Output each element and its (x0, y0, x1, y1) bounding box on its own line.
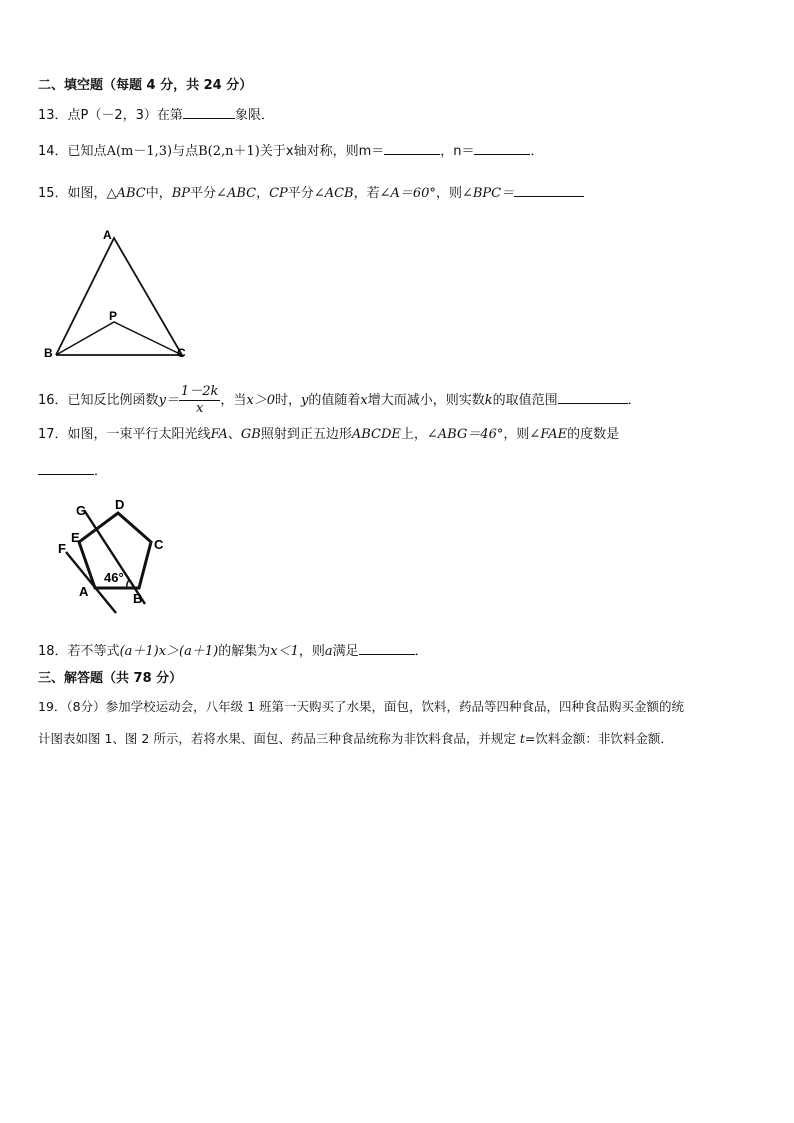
question-14 (38, 140, 544, 161)
question-text: 平分 (190, 186, 217, 201)
angle-abc: ∠ABC (216, 186, 257, 201)
point-a: A(m－1,3) (106, 144, 173, 159)
label-e: E (71, 530, 80, 545)
var-x: x (360, 393, 368, 408)
segment-cp: CP (269, 186, 288, 201)
question-text: 时， (274, 393, 301, 408)
label-a: A (79, 584, 89, 599)
question-text: 与点 (172, 144, 199, 159)
label-b: B (133, 591, 143, 606)
question-text: ． (530, 144, 544, 159)
label-g: G (76, 503, 87, 518)
answer-blank[interactable] (38, 460, 94, 475)
question-text: ，若 (353, 186, 380, 201)
question-number: 18． (38, 644, 68, 659)
inequality: (a＋1)x＞(a＋1) (119, 644, 219, 659)
question-16 (38, 384, 641, 418)
question-number: 14． (38, 144, 68, 159)
question-text: ． (94, 464, 108, 479)
question-text: 已知反比例函数 (67, 393, 159, 408)
question-text: 计图表如图 1、图 2 所示，若将水果、面包、药品三种食品统称为非饮料食品，并规定 (38, 731, 520, 746)
question-text: =饮料金额：非饮料金额． (524, 731, 673, 746)
vertex-label-a: A (103, 228, 112, 242)
question-text: 的值随着 (308, 393, 361, 408)
triangle-abc: △ABC (106, 186, 146, 201)
angle-fae: ∠FAE (529, 427, 568, 442)
question-text: 已知点 (67, 144, 107, 159)
question-text: ，则 (503, 427, 530, 442)
function-y: y＝ (158, 393, 179, 408)
question-17 (38, 426, 619, 444)
question-text: 上， (400, 427, 427, 442)
question-text: 的解集为 (218, 644, 271, 659)
angle-label: 46° (104, 570, 124, 585)
question-text: 的取值范围 (492, 393, 558, 408)
question-17-continued (38, 460, 107, 481)
label-f: F (58, 541, 66, 556)
vertex-label-p: P (109, 309, 118, 323)
condition: x＞0 (246, 393, 275, 408)
vertex-label-c: C (177, 346, 186, 360)
ray-gb: GB (240, 427, 261, 442)
answer-blank[interactable] (359, 640, 415, 655)
ray-gb-line (84, 510, 145, 604)
fraction-numerator: 1－2k (180, 384, 219, 399)
label-d: D (115, 497, 125, 512)
question-text: ． (414, 644, 428, 659)
triangle-abc-shape (56, 238, 182, 355)
pentagon-name: ABCDE (351, 427, 401, 442)
angle-a: ∠A＝60° (379, 186, 436, 201)
var-a: a (324, 644, 333, 659)
answer-blank[interactable] (514, 182, 584, 197)
question-text: 点P（－2，3）在第 (67, 108, 183, 123)
angle-abg: ∠ABG＝46° (426, 427, 504, 442)
question-text: 满足 (332, 644, 359, 659)
question-text: 若不等式 (67, 644, 120, 659)
question-text: 关于x轴对称，则m＝ (259, 144, 385, 159)
question-number: 17． (38, 427, 68, 442)
section-heading-answer: 三、解答题（共 78 分） (38, 671, 183, 686)
question-13 (38, 104, 274, 125)
answer-blank[interactable] (558, 389, 628, 404)
question-text: ，n＝ (440, 144, 475, 159)
question-text: （8分）参加学校运动会，八年级 1 班第一天购买了水果，面包，饮料，药品等四种食品，四种食品购买金额的统 (66, 699, 685, 714)
section-heading-fill-in: 二、填空题（每题 4 分，共 24 分） (38, 78, 253, 93)
var-t: t (519, 731, 525, 746)
label-c: C (154, 537, 164, 552)
ray-fa: FA (210, 427, 228, 442)
question-text: 中， (145, 186, 172, 201)
question-text: ，则 (298, 644, 325, 659)
segments-bp-cp (56, 322, 182, 355)
question-19 (38, 698, 684, 716)
question-text: 如图， (67, 186, 107, 201)
question-number: 13． (38, 108, 68, 123)
triangle-figure (40, 226, 200, 362)
answer-blank[interactable] (183, 104, 235, 119)
angle-bpc: ∠BPC＝ (461, 186, 515, 201)
var-k: k (484, 393, 493, 408)
angle-acb: ∠ACB (313, 186, 354, 201)
question-text: 的度数是 (567, 427, 620, 442)
question-15 (38, 182, 584, 203)
question-18 (38, 640, 428, 661)
vertex-label-b: B (44, 346, 53, 360)
pentagon-figure (50, 492, 180, 618)
question-text: ． (627, 393, 641, 408)
question-text: ，当 (220, 393, 247, 408)
question-number: 15． (38, 186, 68, 201)
answer-blank-n[interactable] (474, 140, 530, 155)
fraction (179, 384, 220, 417)
question-text: ，则 (435, 186, 462, 201)
question-text: 如图，一束平行太阳光线 (67, 427, 211, 442)
question-19-continued (38, 730, 673, 748)
question-text: 平分 (287, 186, 314, 201)
question-text: 、 (227, 427, 241, 442)
question-number: 16． (38, 393, 68, 408)
fraction-denominator: x (195, 401, 204, 416)
segment-bp: BP (171, 186, 191, 201)
var-y: y (300, 393, 309, 408)
point-b: B(2,n＋1) (198, 144, 260, 159)
answer-blank-m[interactable] (384, 140, 440, 155)
question-text: ， (256, 186, 270, 201)
question-text: 象限． (234, 108, 274, 123)
question-text: 增大而减小，则实数 (367, 393, 485, 408)
solution-set: x＜1 (270, 644, 299, 659)
question-number: 19． (38, 699, 67, 714)
question-text: 照射到正五边形 (260, 427, 352, 442)
